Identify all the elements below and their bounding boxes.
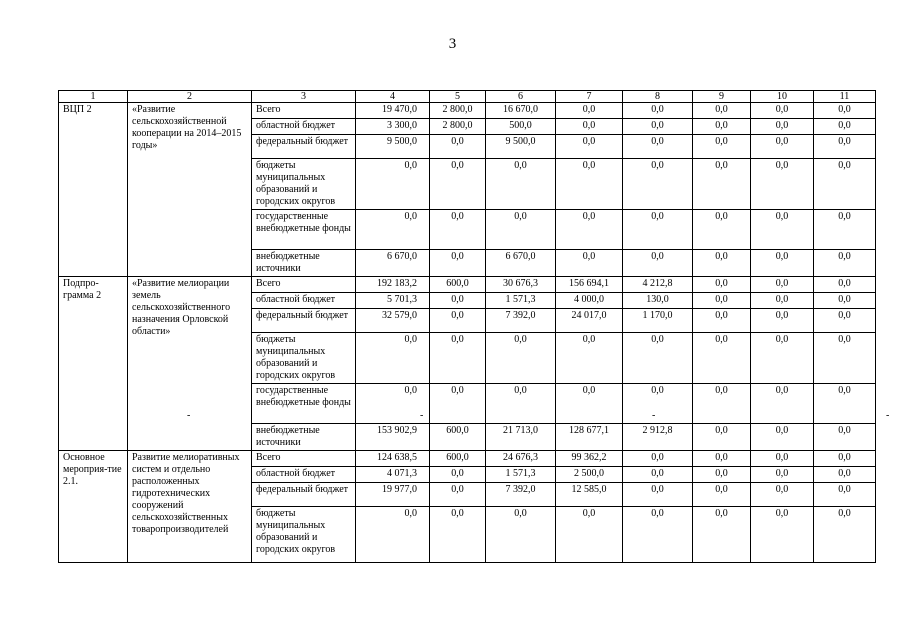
- table-row: [59, 103, 876, 119]
- value-cell: 0,0: [430, 483, 486, 507]
- value-cell: 0,0: [751, 467, 814, 483]
- value-cell: 0,0: [430, 159, 486, 210]
- value-cell: 0,0: [814, 250, 876, 277]
- value-cell: 0,0: [814, 277, 876, 293]
- value-cell: 0,0: [814, 103, 876, 119]
- value-cell: 0,0: [430, 333, 486, 384]
- value-cell: 2 500,0: [556, 467, 623, 483]
- value-cell: 0,0: [356, 384, 430, 424]
- column-header: 8: [623, 91, 693, 103]
- value-cell: 21 713,0: [486, 424, 556, 451]
- funding-source: федеральный бюджет: [252, 135, 356, 159]
- value-cell: 0,0: [356, 159, 430, 210]
- column-header: 11: [814, 91, 876, 103]
- value-cell: 6 670,0: [356, 250, 430, 277]
- funding-source: государственные внебюджетные фонды: [252, 210, 356, 250]
- value-cell: 0,0: [623, 507, 693, 563]
- column-header: 10: [751, 91, 814, 103]
- value-cell: 0,0: [814, 135, 876, 159]
- stray-mark: -: [652, 410, 656, 421]
- value-cell: 0,0: [623, 159, 693, 210]
- value-cell: 0,0: [751, 210, 814, 250]
- program-name: «Развитие мелиорации земель сельскохозяйственного назначения Орловской области»: [128, 277, 252, 451]
- value-cell: 0,0: [751, 119, 814, 135]
- column-header: 4: [356, 91, 430, 103]
- value-cell: 0,0: [751, 384, 814, 424]
- value-cell: 0,0: [693, 210, 751, 250]
- value-cell: 0,0: [814, 384, 876, 424]
- value-cell: 0,0: [751, 451, 814, 467]
- value-cell: 0,0: [751, 424, 814, 451]
- funding-source: внебюджетные источники: [252, 250, 356, 277]
- value-cell: 0,0: [356, 210, 430, 250]
- value-cell: 0,0: [751, 277, 814, 293]
- value-cell: 0,0: [486, 384, 556, 424]
- value-cell: 5 701,3: [356, 293, 430, 309]
- value-cell: 0,0: [693, 424, 751, 451]
- value-cell: 0,0: [693, 483, 751, 507]
- value-cell: 0,0: [556, 210, 623, 250]
- funding-source: Всего: [252, 103, 356, 119]
- value-cell: 0,0: [556, 333, 623, 384]
- value-cell: 0,0: [430, 135, 486, 159]
- value-cell: 7 392,0: [486, 483, 556, 507]
- value-cell: 0,0: [556, 159, 623, 210]
- funding-source: бюджеты муниципальных образований и городских округов: [252, 333, 356, 384]
- value-cell: 0,0: [751, 293, 814, 309]
- value-cell: 0,0: [623, 103, 693, 119]
- funding-source: федеральный бюджет: [252, 483, 356, 507]
- value-cell: 1 571,3: [486, 293, 556, 309]
- program-code: Основное мероприя-тие 2.1.: [59, 451, 128, 563]
- value-cell: 2 800,0: [430, 119, 486, 135]
- table-row: [59, 277, 876, 293]
- program-code: Подпро-грамма 2: [59, 277, 128, 451]
- value-cell: 0,0: [751, 250, 814, 277]
- value-cell: 32 579,0: [356, 309, 430, 333]
- value-cell: 0,0: [814, 159, 876, 210]
- value-cell: 9 500,0: [486, 135, 556, 159]
- value-cell: 0,0: [814, 507, 876, 563]
- funding-source: бюджеты муниципальных образований и городских округов: [252, 507, 356, 563]
- value-cell: 0,0: [693, 507, 751, 563]
- value-cell: 0,0: [693, 333, 751, 384]
- value-cell: 0,0: [814, 119, 876, 135]
- value-cell: 0,0: [693, 159, 751, 210]
- value-cell: 0,0: [751, 483, 814, 507]
- value-cell: 124 638,5: [356, 451, 430, 467]
- value-cell: 99 362,2: [556, 451, 623, 467]
- value-cell: 0,0: [623, 483, 693, 507]
- value-cell: 0,0: [623, 451, 693, 467]
- header-row: [59, 91, 876, 103]
- column-header: 9: [693, 91, 751, 103]
- value-cell: 12 585,0: [556, 483, 623, 507]
- value-cell: 0,0: [751, 159, 814, 210]
- funding-source: государственные внебюджетные фонды: [252, 384, 356, 424]
- stray-mark: -: [886, 410, 890, 421]
- value-cell: 3 300,0: [356, 119, 430, 135]
- value-cell: 600,0: [430, 424, 486, 451]
- value-cell: 0,0: [623, 467, 693, 483]
- value-cell: 0,0: [430, 293, 486, 309]
- value-cell: 128 677,1: [556, 424, 623, 451]
- value-cell: 0,0: [430, 467, 486, 483]
- program-code: ВЦП 2: [59, 103, 128, 277]
- value-cell: 0,0: [623, 384, 693, 424]
- value-cell: 0,0: [693, 250, 751, 277]
- value-cell: 0,0: [356, 507, 430, 563]
- value-cell: 0,0: [356, 333, 430, 384]
- funding-source: областной бюджет: [252, 467, 356, 483]
- value-cell: 0,0: [430, 507, 486, 563]
- stray-mark: -: [187, 410, 191, 421]
- value-cell: 0,0: [751, 135, 814, 159]
- value-cell: 500,0: [486, 119, 556, 135]
- value-cell: 19 977,0: [356, 483, 430, 507]
- value-cell: 0,0: [623, 119, 693, 135]
- value-cell: 0,0: [430, 250, 486, 277]
- value-cell: 0,0: [693, 467, 751, 483]
- value-cell: 0,0: [751, 507, 814, 563]
- value-cell: 0,0: [693, 119, 751, 135]
- value-cell: 1 170,0: [623, 309, 693, 333]
- value-cell: 0,0: [486, 210, 556, 250]
- value-cell: 0,0: [623, 210, 693, 250]
- value-cell: 0,0: [814, 424, 876, 451]
- funding-source: областной бюджет: [252, 293, 356, 309]
- value-cell: 192 183,2: [356, 277, 430, 293]
- value-cell: 24 676,3: [486, 451, 556, 467]
- value-cell: 0,0: [693, 293, 751, 309]
- value-cell: 0,0: [693, 451, 751, 467]
- budget-table: [58, 90, 876, 563]
- value-cell: 0,0: [430, 210, 486, 250]
- value-cell: 156 694,1: [556, 277, 623, 293]
- value-cell: 0,0: [556, 384, 623, 424]
- value-cell: 0,0: [693, 384, 751, 424]
- value-cell: 0,0: [814, 333, 876, 384]
- program-name: «Развитие сельскохозяйственной кооперации на 2014–2015 годы»: [128, 103, 252, 277]
- value-cell: 0,0: [623, 333, 693, 384]
- value-cell: 2 800,0: [430, 103, 486, 119]
- funding-source: федеральный бюджет: [252, 309, 356, 333]
- value-cell: 6 670,0: [486, 250, 556, 277]
- value-cell: 600,0: [430, 277, 486, 293]
- value-cell: 0,0: [693, 103, 751, 119]
- value-cell: 0,0: [751, 103, 814, 119]
- funding-source: областной бюджет: [252, 119, 356, 135]
- value-cell: 0,0: [556, 250, 623, 277]
- value-cell: 7 392,0: [486, 309, 556, 333]
- value-cell: 130,0: [623, 293, 693, 309]
- value-cell: 0,0: [751, 309, 814, 333]
- column-header: 1: [59, 91, 128, 103]
- funding-source: бюджеты муниципальных образований и городских округов: [252, 159, 356, 210]
- value-cell: 4 000,0: [556, 293, 623, 309]
- value-cell: 4 071,3: [356, 467, 430, 483]
- value-cell: 0,0: [486, 159, 556, 210]
- column-header: 6: [486, 91, 556, 103]
- value-cell: 0,0: [814, 309, 876, 333]
- value-cell: 0,0: [556, 135, 623, 159]
- value-cell: 0,0: [814, 293, 876, 309]
- value-cell: 0,0: [814, 210, 876, 250]
- table-row: [59, 451, 876, 467]
- value-cell: 0,0: [623, 135, 693, 159]
- value-cell: 153 902,9: [356, 424, 430, 451]
- value-cell: 0,0: [693, 135, 751, 159]
- program-name: Развитие мелиоративных систем и отдельно расположенных гидротехнических сооружений сельскохозяйственных товаропроизводителей: [128, 451, 252, 563]
- value-cell: 0,0: [814, 451, 876, 467]
- funding-source: Всего: [252, 277, 356, 293]
- funding-source: внебюджетные источники: [252, 424, 356, 451]
- column-header: 7: [556, 91, 623, 103]
- value-cell: 4 212,8: [623, 277, 693, 293]
- value-cell: 0,0: [430, 309, 486, 333]
- value-cell: 600,0: [430, 451, 486, 467]
- value-cell: 0,0: [751, 333, 814, 384]
- value-cell: 19 470,0: [356, 103, 430, 119]
- stray-mark: -: [420, 410, 424, 421]
- column-header: 2: [128, 91, 252, 103]
- page-number: 3: [448, 36, 457, 52]
- value-cell: 0,0: [814, 483, 876, 507]
- value-cell: 2 912,8: [623, 424, 693, 451]
- value-cell: 0,0: [693, 277, 751, 293]
- value-cell: 16 670,0: [486, 103, 556, 119]
- value-cell: 0,0: [693, 309, 751, 333]
- value-cell: 0,0: [556, 103, 623, 119]
- funding-source: Всего: [252, 451, 356, 467]
- value-cell: 30 676,3: [486, 277, 556, 293]
- value-cell: 1 571,3: [486, 467, 556, 483]
- value-cell: 0,0: [430, 384, 486, 424]
- value-cell: 24 017,0: [556, 309, 623, 333]
- value-cell: 9 500,0: [356, 135, 430, 159]
- column-header: 5: [430, 91, 486, 103]
- value-cell: 0,0: [623, 250, 693, 277]
- value-cell: 0,0: [486, 333, 556, 384]
- value-cell: 0,0: [556, 119, 623, 135]
- value-cell: 0,0: [814, 467, 876, 483]
- value-cell: 0,0: [486, 507, 556, 563]
- value-cell: 0,0: [556, 507, 623, 563]
- column-header: 3: [252, 91, 356, 103]
